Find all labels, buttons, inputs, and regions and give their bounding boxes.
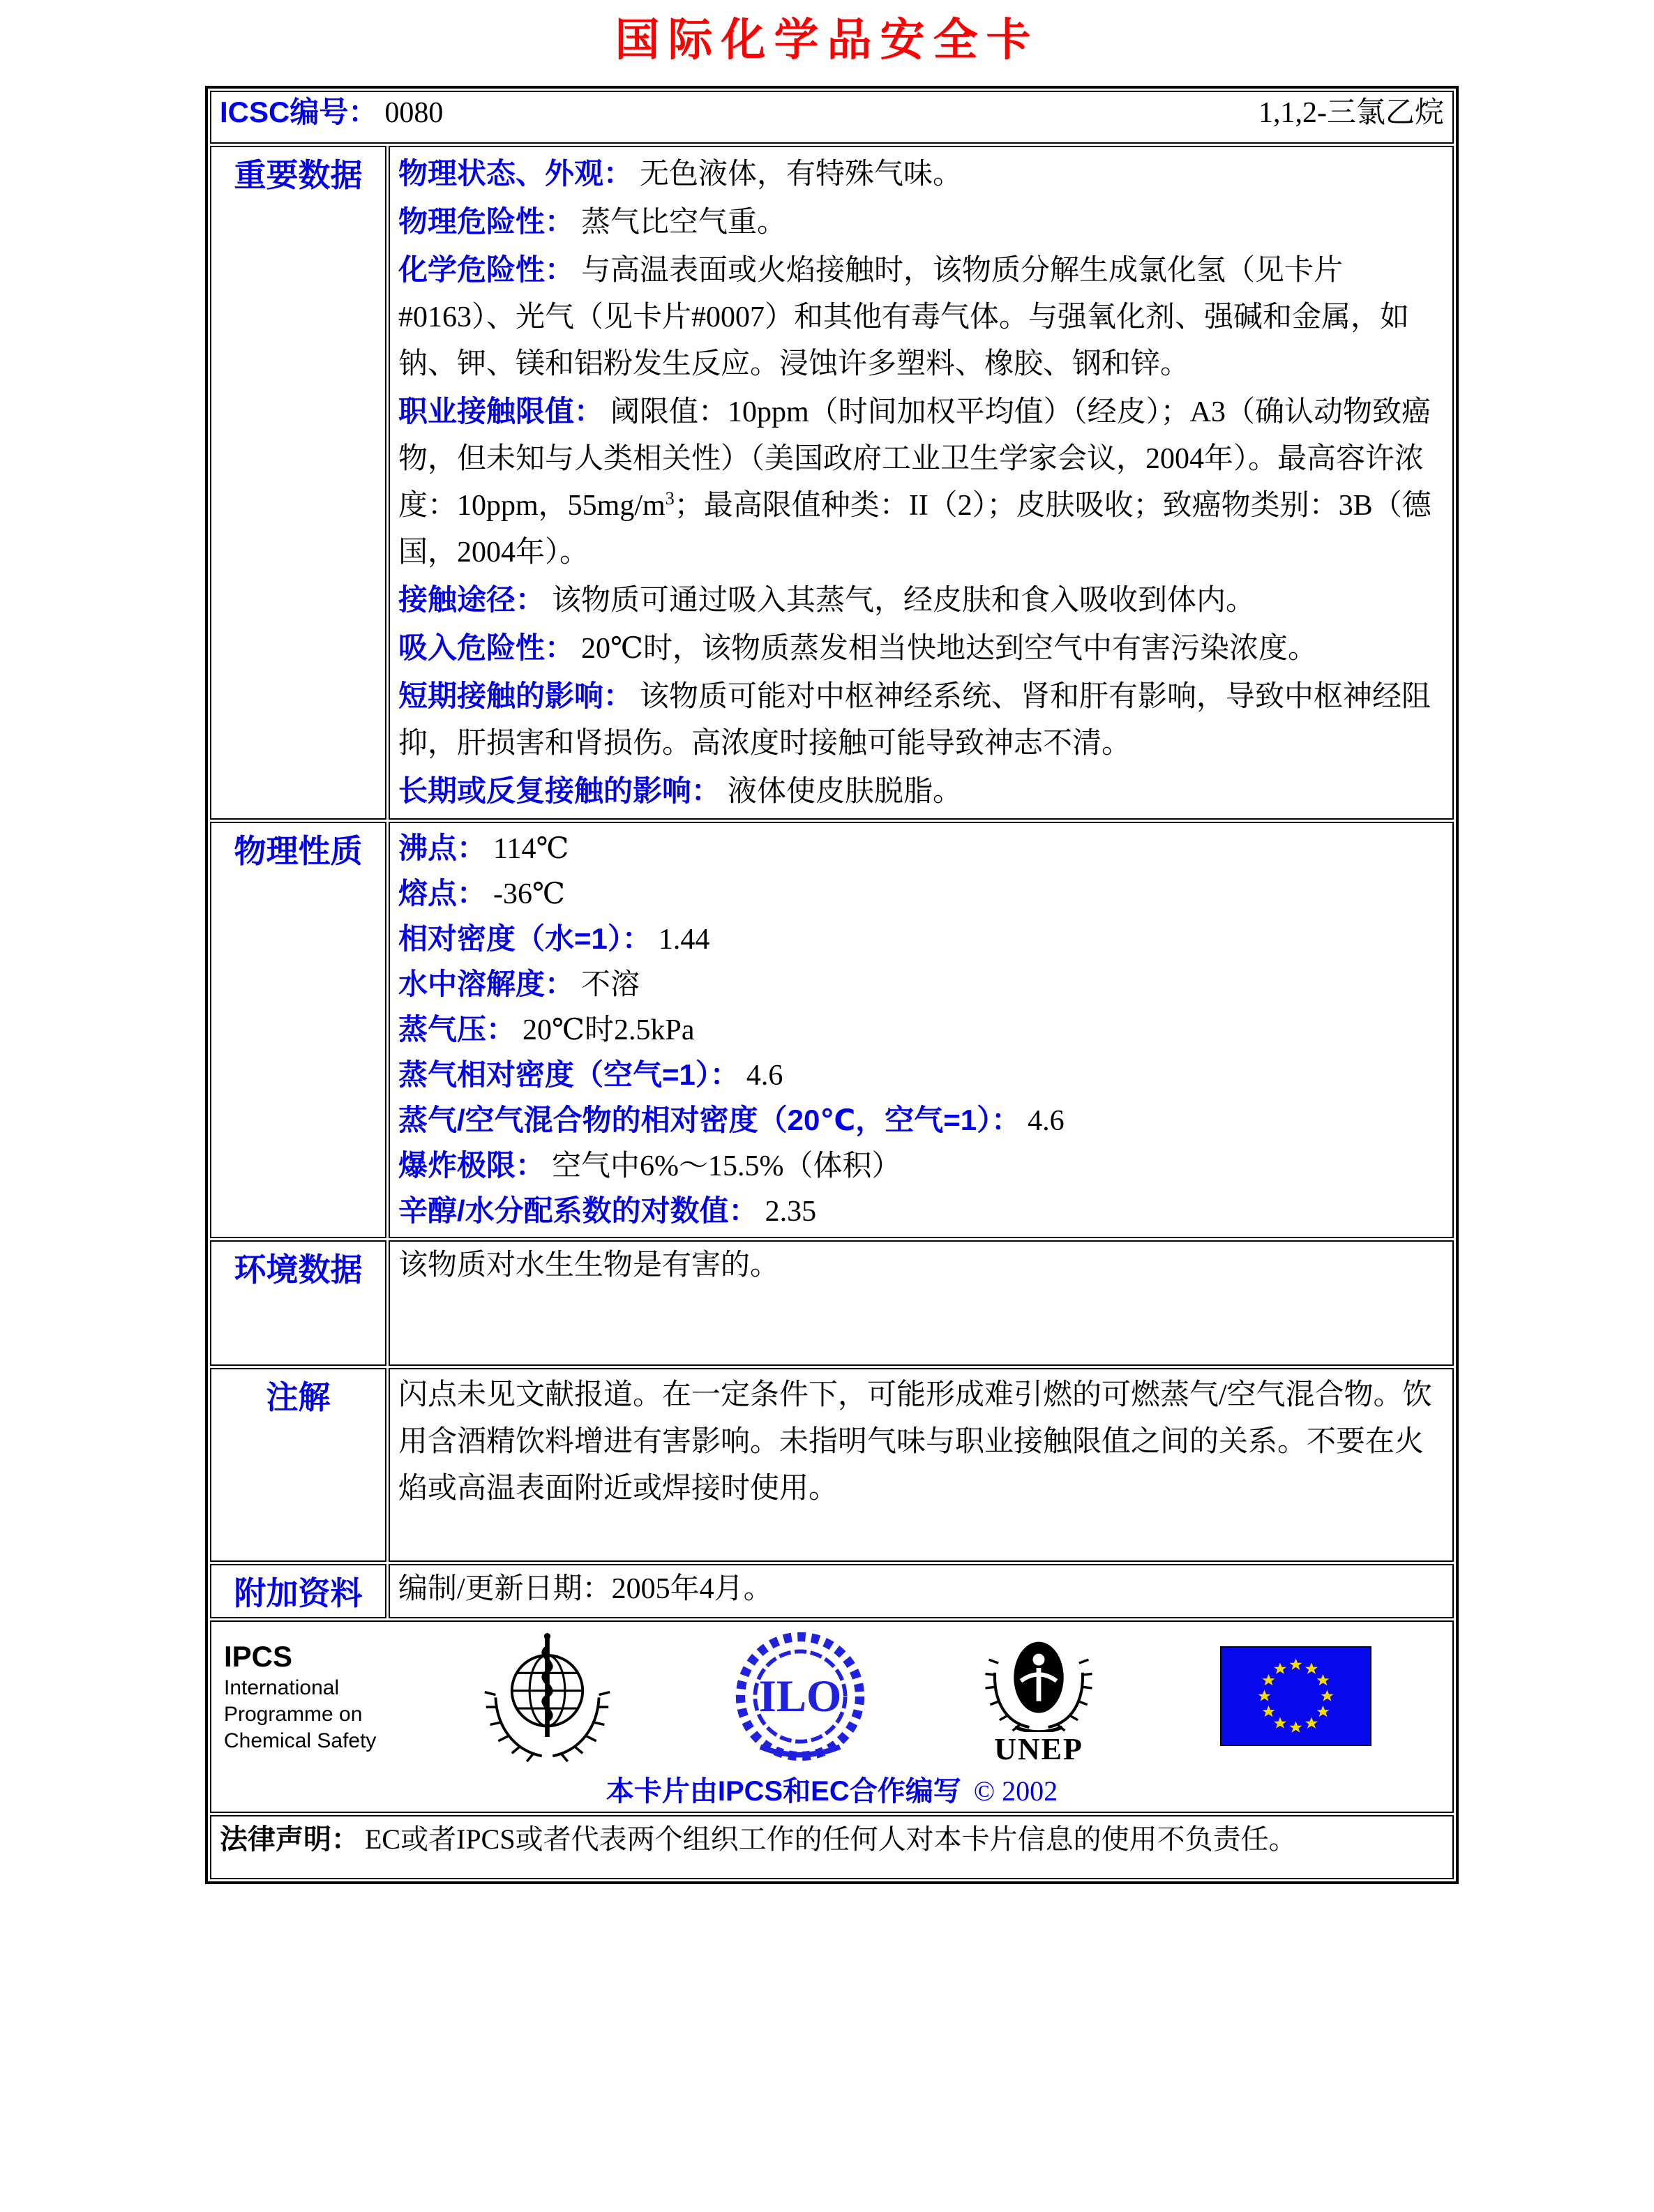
property-relative-density: 相对密度（水=1）： 1.44 xyxy=(398,922,710,956)
unep-wordmark: UNEP xyxy=(994,1732,1083,1766)
important-item-long-term-effects: 长期或反复接触的影响： 液体使皮肤脱脂。 xyxy=(398,774,963,808)
additional-info-content xyxy=(389,1564,1454,1618)
ipcs-acronym: IPCS xyxy=(224,1639,293,1673)
who-logo-icon xyxy=(479,1628,615,1764)
section-title-additional-info: 附加资料 xyxy=(210,1564,386,1618)
property-octanol-water-coefficient: 辛醇/水分配系数的对数值： 2.35 xyxy=(398,1194,817,1228)
ilo-logo-icon xyxy=(734,1630,866,1763)
important-item-chemical-danger: 化学危险性： 与高温表面或火焰接触时，该物质分解生成氯化氢（见卡片#0163）、光气（见卡片#0007）和其他有毒气体。与强氧化剂、强碱和金属，如钠、钾、镁和铝粉发生反应。浸蚀许多塑料、橡胶、钢和锌。 xyxy=(398,253,1410,380)
important-data-content xyxy=(389,146,1454,820)
icsc-number-value: 0080 xyxy=(384,97,444,129)
page-title: 国际化学品安全卡 xyxy=(615,14,1039,66)
important-item-short-term-effects: 短期接触的影响： 该物质可能对中枢神经系统、肾和肝有影响，导致中枢神经阻抑，肝损害和肾损伤。高浓度时接触可能导致神志不清。 xyxy=(398,679,1431,760)
copyright-text: © 2002 xyxy=(973,1775,1058,1807)
card-header-row xyxy=(210,91,1454,144)
section-title-important-data: 重要数据 xyxy=(210,146,386,820)
legal-notice-line xyxy=(220,1819,1444,1860)
icsc-card-table xyxy=(205,86,1459,1884)
property-vapor-pressure: 蒸气压： 20℃时2.5kPa xyxy=(398,1013,695,1046)
footer-row xyxy=(210,1620,1454,1813)
additional-info-row xyxy=(210,1564,1454,1618)
notes-row xyxy=(210,1368,1454,1562)
property-vapor-density: 蒸气相对密度（空气=1）： 4.6 xyxy=(398,1058,783,1092)
physical-properties-content xyxy=(389,822,1454,1238)
property-boiling-point: 沸点： 114℃ xyxy=(398,832,569,865)
section-title-physical-properties: 物理性质 xyxy=(210,822,386,1238)
environmental-data-content xyxy=(389,1240,1454,1366)
environmental-data-row xyxy=(210,1240,1454,1366)
property-vapor-air-mixture-density: 蒸气/空气混合物的相对密度（20℃，空气=1）： 4.6 xyxy=(398,1104,1065,1137)
chemical-name: 1,1,2-三氯乙烷 xyxy=(1258,96,1444,129)
ipcs-text-block: IPCS International Programme on Chemical Safety xyxy=(224,1639,433,1754)
important-data-row xyxy=(210,146,1454,820)
icsc-number-group xyxy=(220,95,443,130)
environmental-data-text: 该物质对水生生物是有害的。 xyxy=(398,1249,780,1281)
important-item-inhalation-risk: 吸入危险性： 20℃时，该物质蒸发相当快地达到空气中有害污染浓度。 xyxy=(398,631,1318,665)
notes-content xyxy=(389,1368,1454,1562)
superscript-3: 3 xyxy=(665,488,675,509)
eu-flag-icon xyxy=(1220,1646,1371,1746)
unep-logo-icon xyxy=(979,1627,1098,1765)
important-item-physical-danger: 物理危险性： 蒸气比空气重。 xyxy=(398,205,787,239)
important-item-occupational-limits: 职业接触限值： 阈限值：10ppm（时间加权平均值）（经皮）；A3（确认动物致癌物，但未知与人类相关性）（美国政府工业卫生学家会议，2004年）。最高容许浓度：10ppm，$55mg/m^3$；最高限值种类：II（2）；皮肤吸收；致癌物类别：3B（德国，2004年）。 xyxy=(398,395,1431,569)
update-date-line: 编制/更新日期：2005年4月。 xyxy=(398,1573,773,1605)
important-item-physical-state: 物理状态、外观： 无色液体，有特殊气味。 xyxy=(398,157,963,190)
logo-row xyxy=(220,1625,1444,1768)
legal-notice-text: EC或者IPCS或者代表两个组织工作的任何人对本卡片信息的使用不负责任。 xyxy=(365,1823,1297,1855)
section-title-environmental-data: 环境数据 xyxy=(210,1240,386,1366)
svg-text:ILO: ILO xyxy=(758,1670,842,1721)
icsc-number-label: ICSC编号： xyxy=(220,96,378,128)
credit-text: 本卡片由IPCS和EC合作编写 xyxy=(606,1776,961,1807)
property-melting-point: 熔点： -36℃ xyxy=(398,877,565,910)
property-explosive-limits: 爆炸极限： 空气中6%～15.5%（体积） xyxy=(398,1149,901,1182)
notes-text: 闪点未见文献报道。在一定条件下，可能形成难引燃的可燃蒸气/空气混合物。饮用含酒精饮料增进有害影响。未指明气味与职业接触限值之间的关系。不要在火焰或高温表面附近或焊接时使用。 xyxy=(398,1379,1432,1505)
legal-notice-label: 法律声明： xyxy=(220,1824,359,1855)
legal-notice-row xyxy=(210,1815,1454,1879)
important-item-exposure-routes: 接触途径： 该物质可通过吸入其蒸气，经皮肤和食入吸收到体内。 xyxy=(398,583,1256,617)
credit-line xyxy=(220,1769,1444,1809)
physical-properties-row xyxy=(210,822,1454,1238)
property-water-solubility: 水中溶解度： 不溶 xyxy=(398,968,640,1001)
section-title-notes: 注解 xyxy=(210,1368,386,1562)
